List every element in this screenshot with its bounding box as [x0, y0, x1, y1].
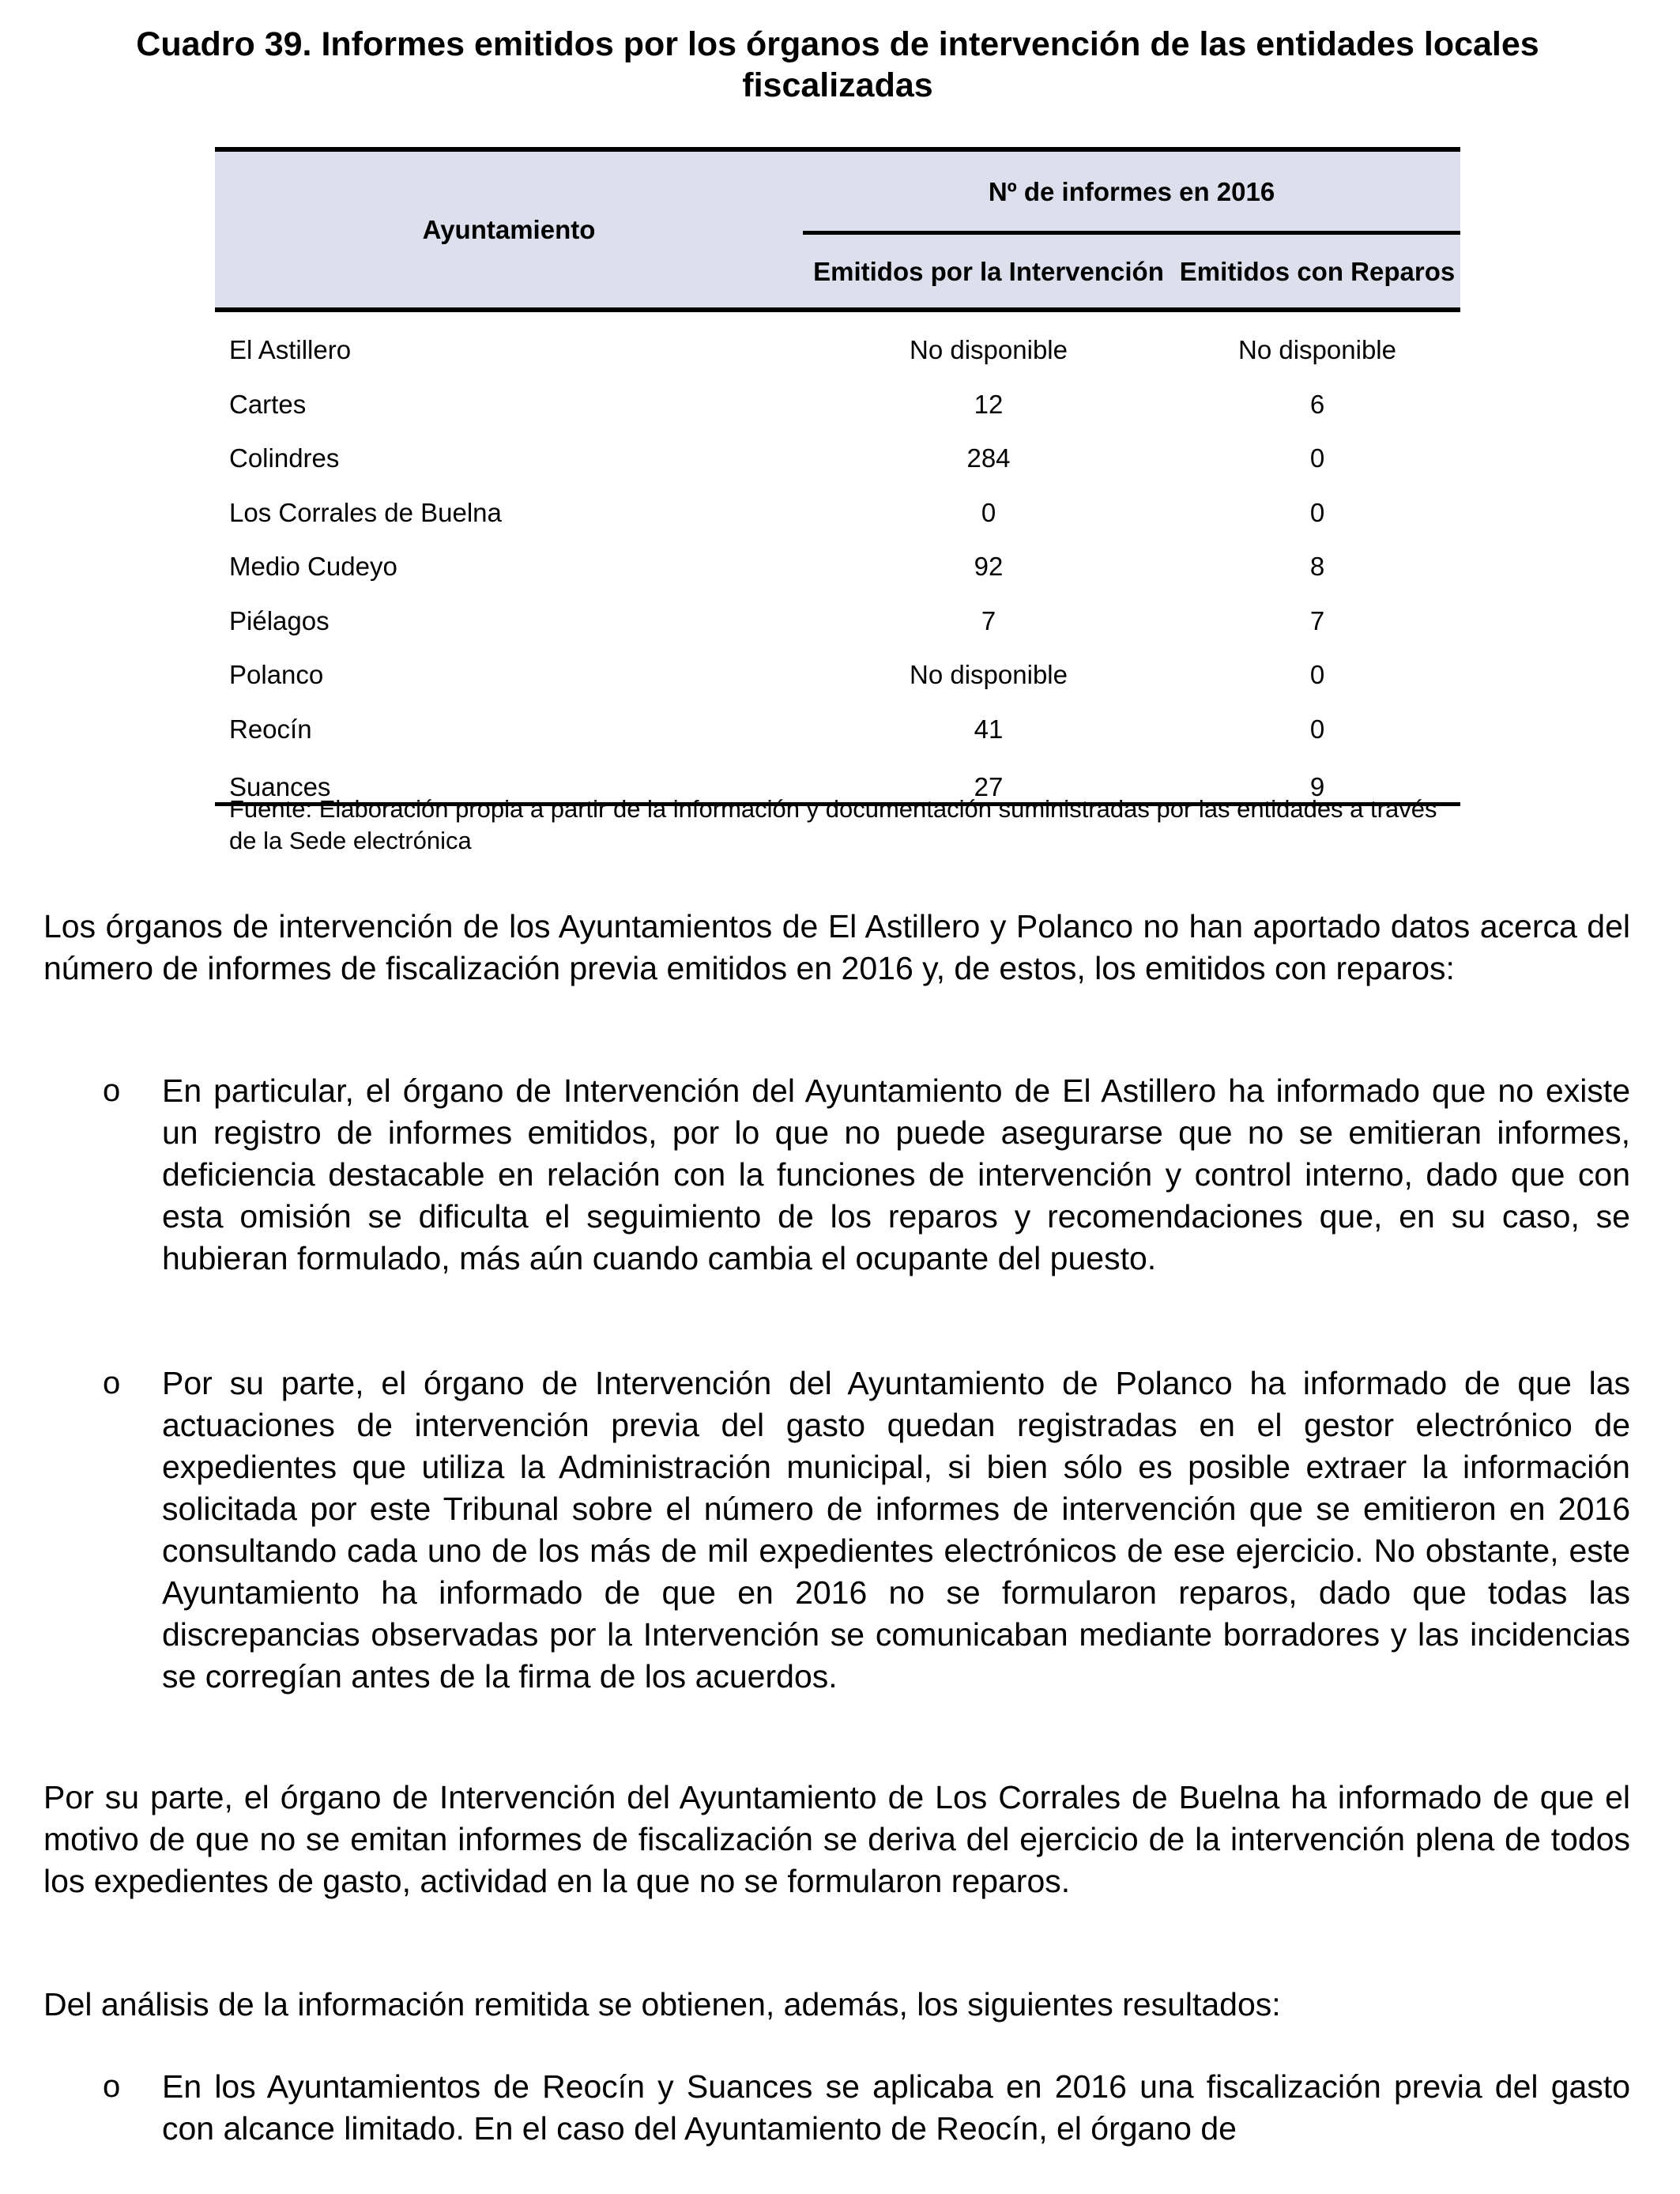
table-row: [215, 540, 1460, 594]
row-emitidos: 92: [974, 552, 1004, 582]
table-caption-title: Cuadro 39. Informes emitidos por los órganos de intervención de las entidades locales fiscalizadas: [136, 25, 1539, 104]
row-ayuntamiento: Los Corrales de Buelna: [229, 497, 502, 527]
informes-table: [215, 147, 1460, 806]
row-emitidos: 0: [981, 497, 996, 527]
row-ayuntamiento: Suances: [215, 756, 803, 805]
row-emitidos: No disponible: [910, 660, 1068, 690]
paragraph-analisis: Del análisis de la información remitida se obtienen, además, los siguientes resultados:: [43, 1986, 1281, 2022]
bullet-circle-icon: o: [103, 1366, 121, 1400]
row-ayuntamiento: Piélagos: [229, 605, 330, 635]
row-ayuntamiento: Polanco: [229, 660, 324, 690]
row-reparos: 8: [1309, 552, 1325, 582]
table-row: [215, 594, 1460, 649]
row-reparos: 6: [1309, 389, 1325, 419]
row-reparos: 7: [1309, 605, 1325, 635]
row-emitidos: 284: [966, 443, 1011, 473]
row-emitidos: 12: [974, 389, 1004, 419]
row-emitidos: 7: [981, 605, 996, 635]
row-reparos: 0: [1309, 660, 1325, 690]
header-group-informes: Nº de informes en 2016: [803, 149, 1460, 233]
bullet-polanco: Por su parte, el órgano de Intervención del Ayuntamiento de Polanco ha informado de que las actuaciones de intervención previa del gasto quedan registradas en el gestor electrónico de expedientes que utiliza la Administración municipal, si bien sólo es posible extraer la información solicitada por este Tribunal sobre el número de informes de intervención que se emitieron en 2016 consultando cada uno de los más de mil expedientes electrónicos de ese ejercicio. No obstante, este Ayuntamiento ha informado de que en 2016 no se formularon reparos, dado que todas las discrepancias observadas por la Intervención se comunicaban mediante borradores y las incidencias se corregían antes de la firma de los acuerdos.: [162, 1365, 1630, 1695]
table-row: [215, 310, 1460, 378]
row-ayuntamiento: Medio Cudeyo: [229, 552, 397, 582]
row-reparos: 0: [1309, 443, 1325, 473]
row-reparos: No disponible: [1238, 335, 1396, 365]
row-emitidos: 27: [803, 756, 1174, 805]
row-ayuntamiento: Colindres: [229, 443, 340, 473]
bullet-astillero: En particular, el órgano de Intervención del Ayuntamiento de El Astillero ha informado que no existe un registro de informes emitidos, por lo que no puede asegurarse que no se emitieran informes, deficiencia destacable en relación con la funciones de intervención y control interno, dado que con esta omisión se dificulta el seguimiento de los reparos y recomendaciones que, en su caso, se hubieran formulado, más aún cuando cambia el ocupante del puesto.: [162, 1072, 1630, 1276]
table-source-note: Fuente: Elaboración propia a partir de la información y documentación suministradas por las entidades a través de la Sede electrónica: [229, 795, 1437, 854]
row-emitidos: No disponible: [910, 335, 1068, 365]
header-ayuntamiento: Ayuntamiento: [215, 149, 803, 310]
paragraph-intro: Los órganos de intervención de los Ayuntamientos de El Astillero y Polanco no han aportado datos acerca del número de informes de fiscalización previa emitidos en 2016 y, de estos, los emitidos con reparos:: [43, 908, 1630, 986]
row-ayuntamiento: El Astillero: [229, 335, 352, 365]
bullet-reocin-suances: En los Ayuntamientos de Reocín y Suances se aplicaba en 2016 una fiscalización previa del gasto con alcance limitado. En el caso del Ayuntamiento de Reocín, el órgano de: [162, 2068, 1630, 2147]
row-reparos: 0: [1309, 714, 1325, 744]
table-row: [215, 378, 1460, 432]
row-reparos: 0: [1309, 497, 1325, 527]
row-reparos: 9: [1174, 756, 1460, 805]
table-row: [215, 648, 1460, 703]
row-ayuntamiento: Cartes: [229, 389, 307, 419]
table-row: [215, 703, 1460, 757]
informes-table-container: [215, 147, 1460, 806]
header-emitidos-intervencion: Emitidos por la Intervención: [803, 233, 1174, 311]
table-row: [215, 486, 1460, 541]
bullet-circle-icon: o: [103, 1073, 121, 1108]
paragraph-corrales: Por su parte, el órgano de Intervención del Ayuntamiento de Los Corrales de Buelna ha informado de que el motivo de que no se emitan informes de fiscalización se deriva del ejercicio de la intervención plena de todos los expedientes de gasto, actividad en la que no se formularon reparos.: [43, 1779, 1630, 1899]
table-row: [215, 432, 1460, 486]
header-emitidos-reparos: Emitidos con Reparos: [1174, 233, 1460, 311]
row-emitidos: 41: [974, 714, 1004, 744]
row-ayuntamiento: Reocín: [229, 714, 312, 744]
bullet-circle-icon: o: [103, 2069, 121, 2104]
